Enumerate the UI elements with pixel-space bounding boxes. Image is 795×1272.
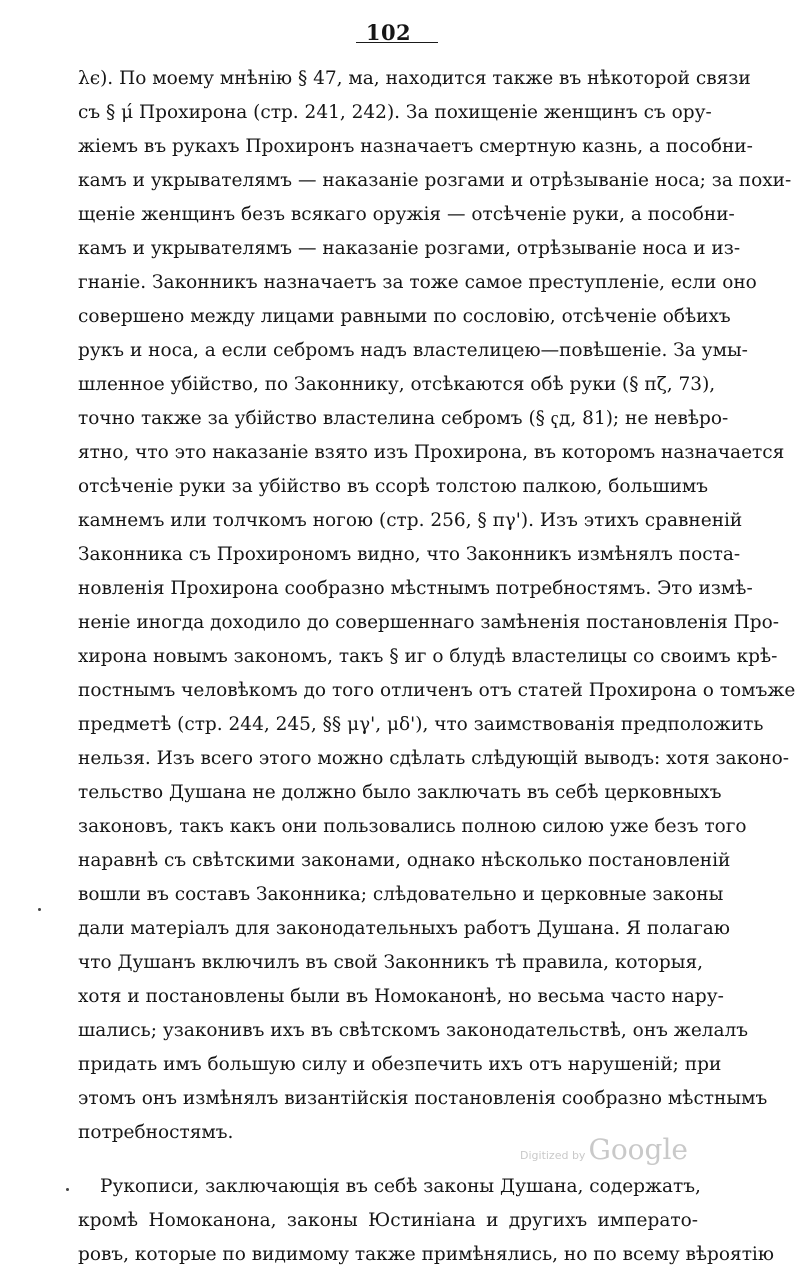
scan-speck bbox=[38, 908, 41, 911]
text-line: предметѣ (стр. 244, 245, §§ μγ', μδ'), что заимствованія предположить bbox=[78, 714, 764, 735]
text-line: придать имъ большую силу и обезпечить ихъ отъ нарушеній; при bbox=[78, 1054, 722, 1075]
text-line: хотя и постановлены были въ Номоканонѣ, но весьма часто нару- bbox=[78, 986, 724, 1007]
text-line: ровъ, которые по видимому также примѣнялись, но по всему вѣроятію bbox=[78, 1244, 774, 1265]
header-rule bbox=[356, 42, 438, 43]
text-line: кромѣ Номоканона, законы Юстиніана и другихъ императо- bbox=[78, 1210, 698, 1231]
text-line: камъ и укрывателямъ — наказаніе розгами, отрѣзываніе носа и из- bbox=[78, 238, 741, 259]
text-line: новленія Прохирона сообразно мѣстнымъ потребностямъ. Это измѣ- bbox=[78, 578, 753, 599]
text-line: рукъ и носа, а если себромъ надъ властелицею—повѣшеніе. За умы- bbox=[78, 340, 748, 361]
text-line: шались; узаконивъ ихъ въ свѣтскомъ законодательствѣ, онъ желалъ bbox=[78, 1020, 749, 1041]
text-line: щеніе женщинъ безъ всякаго оружія — отсѣченіе руки, а пособни- bbox=[78, 204, 735, 225]
paragraph-1 bbox=[78, 62, 795, 1150]
text-line: законовъ, такъ какъ они пользовались полною силою уже безъ того bbox=[78, 816, 747, 837]
text-line: этомъ онъ измѣнялъ византійскія постановленія сообразно мѣстнымъ bbox=[78, 1088, 768, 1109]
text-line: гнаніе. Законникъ назначаетъ за тоже самое преступленіе, если оно bbox=[78, 272, 757, 293]
paragraph-2 bbox=[78, 1170, 774, 1272]
text-line: камъ и укрывателямъ — наказаніе розгами и отрѣзываніе носа; за похи- bbox=[78, 170, 792, 191]
google-logo: Google bbox=[588, 1133, 688, 1166]
text-line: камнемъ или толчкомъ ногою (стр. 256, § πγ'). Изъ этихъ сравненій bbox=[78, 510, 743, 531]
text-line: дали матеріалъ для законодательныхъ работъ Душана. Я полагаю bbox=[78, 918, 730, 939]
text-line: потребностямъ. bbox=[78, 1122, 234, 1143]
text-line: тельство Душана не должно было заключать въ себѣ церковныхъ bbox=[78, 782, 722, 803]
text-line: ятно, что это наказаніе взято изъ Прохирона, въ которомъ назначается bbox=[78, 442, 785, 463]
text-line: точно также за убійство властелина себромъ (§ ҁд, 81); не невѣро- bbox=[78, 408, 729, 429]
text-line: нельзя. Изъ всего этого можно сдѣлать слѣдующій выводъ: хотя законо- bbox=[78, 748, 789, 769]
body-text bbox=[78, 62, 795, 1272]
scan-speck bbox=[66, 1188, 69, 1191]
text-line: хирона новымъ закономъ, такъ § иг о блудѣ властелицы со своимъ крѣ- bbox=[78, 646, 778, 667]
text-line: наравнѣ съ свѣтскими законами, однако нѣсколько постановленій bbox=[78, 850, 731, 871]
text-line: жіемъ въ рукахъ Прохиронъ назначаетъ смертную казнь, а пособни- bbox=[78, 136, 753, 157]
text-line: съ § μ́ Прохирона (стр. 241, 242). За похищеніе женщинъ съ ору- bbox=[78, 102, 712, 123]
text-line: шленное убійство, по Законнику, отсѣкаются обѣ руки (§ пζ, 73), bbox=[78, 374, 716, 395]
page-number: 102 bbox=[365, 20, 412, 45]
text-line: Рукописи, заключающія въ себѣ законы Душана, содержатъ, bbox=[100, 1176, 701, 1197]
watermark-prefix: Digitized by bbox=[520, 1149, 586, 1162]
text-line: неніе иногда доходило до совершеннаго замѣненія постановленія Про- bbox=[78, 612, 779, 633]
text-line: Законника съ Прохирономъ видно, что Законникъ измѣнялъ поста- bbox=[78, 544, 741, 565]
text-line: λϵ). По моему мнѣнію § 47, ма, находится также въ нѣкоторой связи bbox=[78, 68, 751, 89]
text-line: постнымъ человѣкомъ до того отличенъ отъ статей Прохирона о томъже bbox=[78, 680, 795, 701]
text-line: вошли въ составъ Законника; слѣдовательно и церковные законы bbox=[78, 884, 724, 905]
text-line: совершено между лицами равными по сословію, отсѣченіе обѣихъ bbox=[78, 306, 731, 327]
text-line: отсѣченіе руки за убійство въ ссорѣ толстою палкою, большимъ bbox=[78, 476, 709, 497]
text-line: что Душанъ включилъ въ свой Законникъ тѣ правила, которыя, bbox=[78, 952, 704, 973]
digitized-watermark bbox=[520, 1133, 688, 1166]
